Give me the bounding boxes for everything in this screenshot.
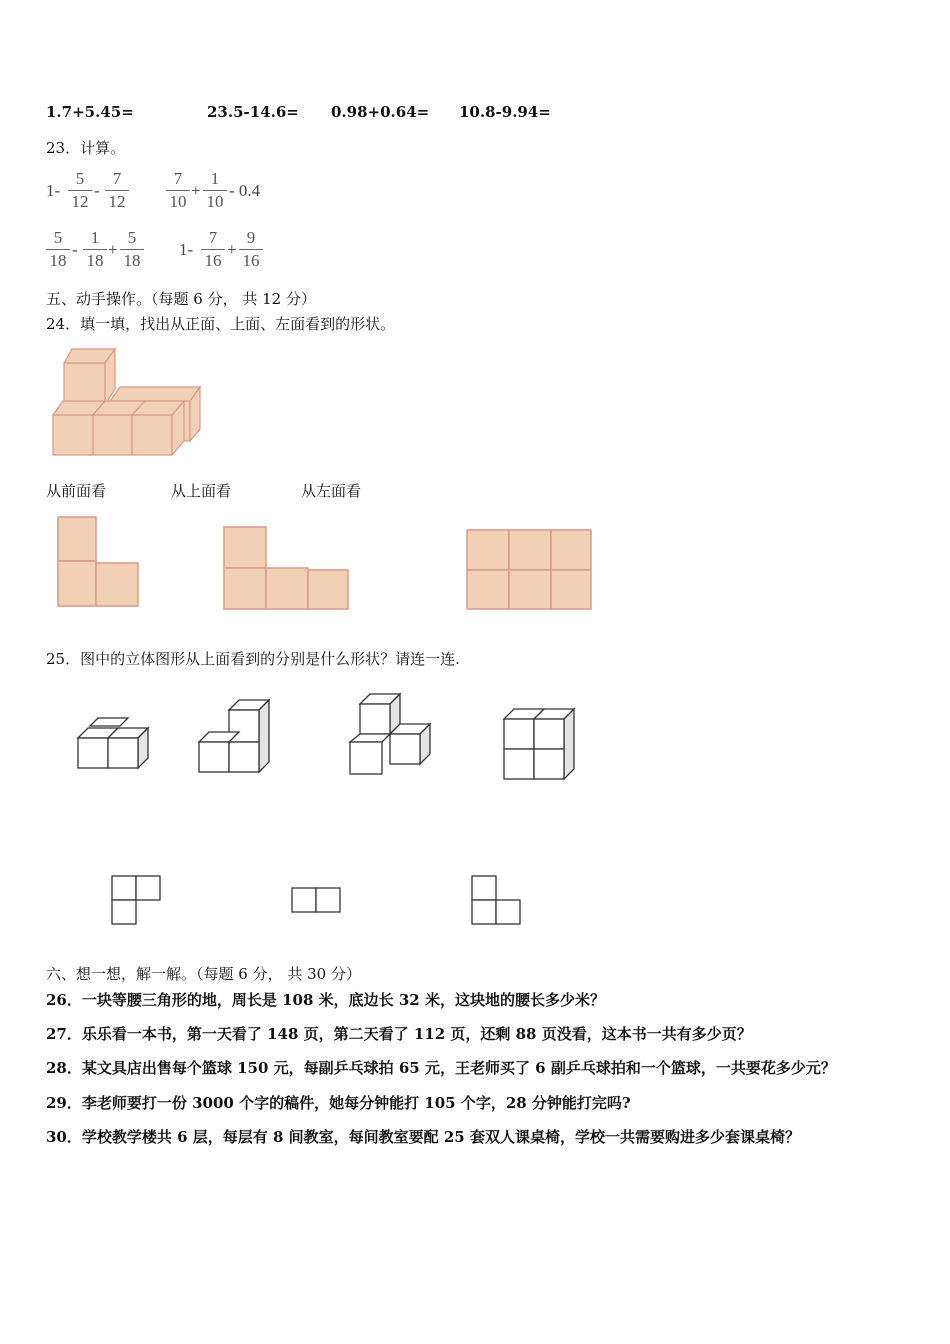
expr3-operator-2: + [108, 240, 118, 259]
question-29: 29．李老师要打一份 3000 个字的稿件，她每分钟能打 105 个字，28 分钟能打完吗? [46, 1094, 631, 1112]
q25-title: 25．图中的立体图形从上面看到的分别是什么形状？请连一连. [46, 650, 460, 668]
section5-heading: 五、动手操作。（每题 6 分， 共 12 分） [46, 290, 316, 308]
expr3-operator-1: - [72, 240, 78, 259]
question-26: 26．一块等腰三角形的地，周长是 108 米，底边长 32 米，这块地的腰长多少米？ [46, 991, 605, 1009]
question-27: 27．乐乐看一本书，第一天看了 148 页，第二天看了 112 页，还剩 88 页没看，这本书一共有多少页？ [46, 1025, 752, 1043]
expr1-lead: 1- [46, 181, 61, 200]
top-view-option-3 [470, 874, 524, 926]
solid-figure-4 [502, 707, 578, 783]
expr3-fraction-2: 1 18 [83, 229, 107, 270]
expr2-fraction-2: 1 10 [203, 170, 227, 211]
expr4-lead: 1- [179, 240, 194, 259]
expr4-operator: + [227, 240, 237, 259]
view-shape-3 [465, 528, 595, 612]
expr2-operator: + [191, 181, 201, 200]
solid-figure-3 [348, 692, 434, 776]
expr3-fraction-3: 5 18 [120, 229, 144, 270]
calc-item-3: 0.98+0.64= [331, 103, 430, 121]
top-view-option-2 [290, 886, 344, 914]
label-left-view: 从左面看 [301, 482, 362, 500]
expr1-fraction-2: 7 12 [105, 170, 129, 211]
expr4-fraction-1: 7 16 [201, 229, 225, 270]
q24-cube-stack-figure [50, 345, 210, 460]
question-28: 28．某文具店出售每个篮球 150 元，每副乒乓球拍 65 元，王老师买了 6 副乒乓球拍和一个篮球，一共要花多少元？ [46, 1059, 836, 1077]
calc-item-1: 1.7+5.45= [46, 103, 134, 121]
expr2-fraction-1: 7 10 [166, 170, 190, 211]
solid-figure-2 [197, 698, 271, 774]
label-top-view: 从上面看 [171, 482, 232, 500]
expr2-tail: - 0.4 [229, 181, 261, 200]
top-view-option-1 [110, 874, 164, 926]
calc-item-4: 10.8-9.94= [459, 103, 551, 121]
solid-figure-1 [76, 716, 152, 770]
expr3-fraction-1: 5 18 [46, 229, 70, 270]
expr1-fraction-1: 5 12 [68, 170, 92, 211]
calc-item-2: 23.5-14.6= [207, 103, 299, 121]
section6-heading: 六、想一想，解一解。（每题 6 分， 共 30 分） [46, 965, 361, 983]
q23-title: 23．计算。 [46, 139, 126, 157]
expr4-fraction-2: 9 16 [239, 229, 263, 270]
expr1-operator: - [94, 181, 100, 200]
view-shape-2 [222, 525, 352, 612]
view-shape-1 [56, 515, 142, 609]
label-front-view: 从前面看 [46, 482, 107, 500]
q24-title: 24．填一填，找出从正面、上面、左面看到的形状。 [46, 315, 396, 333]
question-30: 30．学校教学楼共 6 层，每层有 8 间教室，每间教室要配 25 套双人课桌椅，学校一共需要购进多少套课桌椅？ [46, 1128, 800, 1146]
